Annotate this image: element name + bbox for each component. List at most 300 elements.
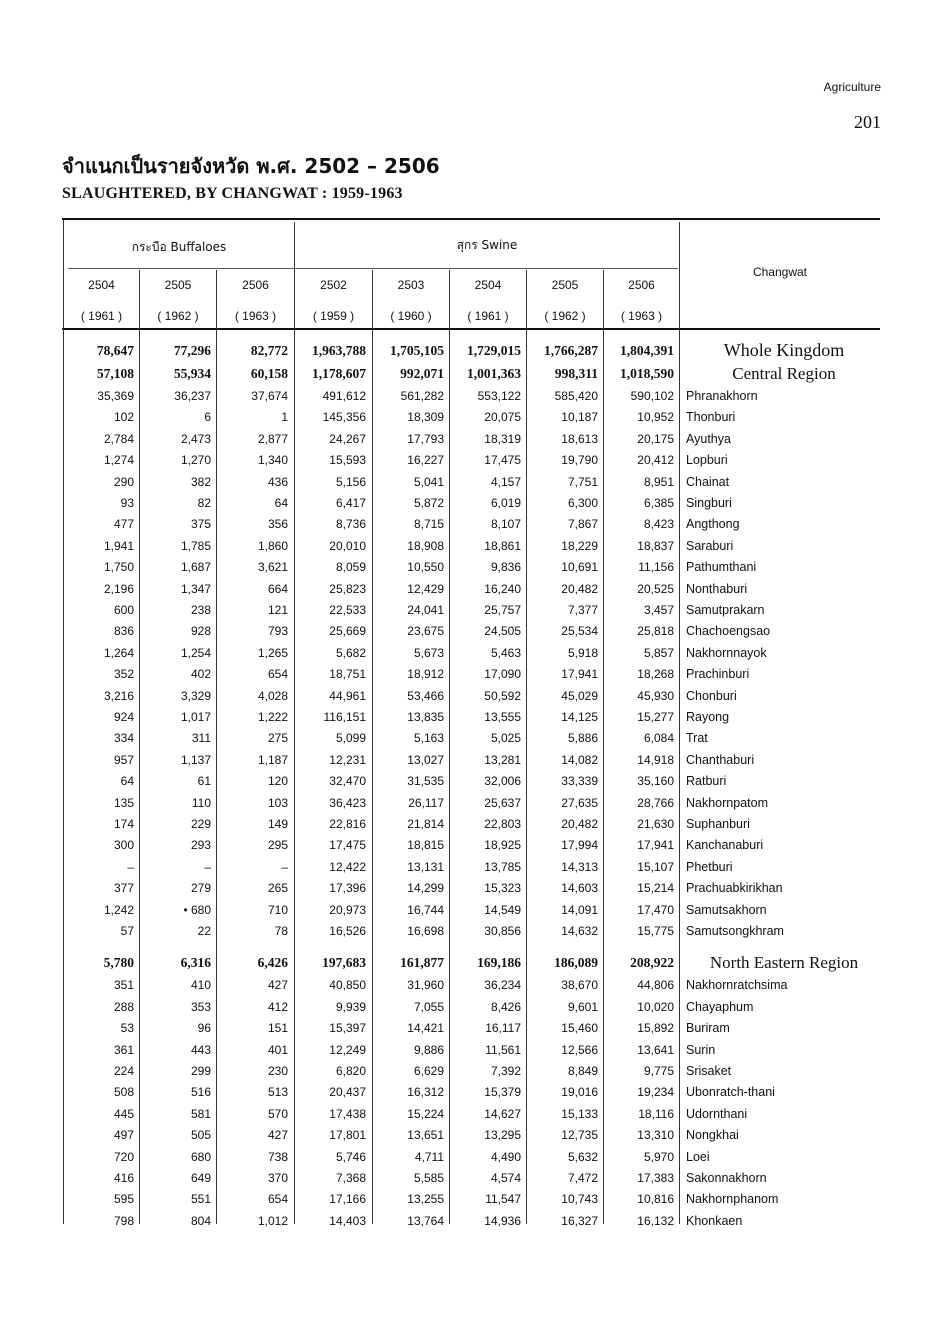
table-cell: 169,186: [477, 955, 521, 971]
table-cell: 410: [190, 978, 211, 993]
table-cell: 15,107: [637, 859, 674, 874]
table-cell: 14,603: [561, 881, 598, 896]
table-cell: 1,137: [180, 752, 211, 767]
changwat-name: Sakonnakhorn: [686, 1171, 767, 1185]
table-cell: 103: [267, 795, 288, 810]
table-cell: 208,922: [630, 955, 674, 971]
region-row: [62, 952, 882, 974]
table-cell: 38,670: [561, 978, 598, 993]
table-cell: 600: [113, 603, 134, 617]
table-cell: 14,125: [561, 710, 598, 724]
table-cell: 18,309: [407, 410, 444, 425]
changwat-name: Lopburi: [686, 453, 728, 468]
table-cell: 161,877: [400, 955, 444, 971]
table-row: [62, 450, 882, 472]
table-cell: 15,214: [637, 881, 674, 896]
table-cell: 10,020: [637, 999, 674, 1014]
changwat-name: Rayong: [686, 710, 730, 724]
table-row: [62, 997, 882, 1019]
table-cell: 19,016: [561, 1085, 598, 1100]
table-cell: 12,429: [407, 581, 444, 596]
changwat-name: Samutsongkhram: [686, 924, 784, 938]
table-row: [62, 1082, 882, 1104]
table-row: [62, 621, 882, 643]
table-cell: 20,437: [329, 1085, 366, 1100]
table-row: [62, 386, 882, 408]
changwat-name: North Eastern Region: [709, 953, 859, 973]
table-cell: 279: [190, 881, 211, 896]
table-row: [62, 600, 882, 622]
table-cell: 14,918: [637, 752, 674, 767]
table-cell: 412: [267, 999, 288, 1014]
table-cell: 6: [204, 410, 211, 425]
table-cell: 15,224: [407, 1106, 444, 1121]
table-cell: 18,751: [329, 667, 366, 682]
changwat-name: Chanthaburi: [686, 752, 755, 767]
table-cell: 275: [267, 731, 288, 746]
table-row: [62, 472, 882, 494]
table-cell: 14,936: [484, 1213, 521, 1228]
table-cell: 18,912: [407, 667, 444, 682]
table-cell: 14,421: [407, 1021, 444, 1036]
table-cell: 35,160: [637, 774, 674, 789]
table-cell: 10,187: [561, 410, 598, 425]
table-cell: 427: [267, 978, 288, 993]
table-cell: 5,041: [413, 474, 444, 489]
table-cell: 4,028: [257, 688, 288, 703]
changwat-name: Thonburi: [686, 410, 736, 425]
table-cell: 352: [113, 667, 134, 682]
table-cell: 561,282: [400, 389, 444, 403]
table-cell: 4,574: [490, 1171, 521, 1185]
table-cell: 22,803: [484, 817, 521, 831]
table-cell: 6,417: [335, 496, 366, 510]
table-cell: 17,994: [561, 838, 598, 853]
col-year-ad: ( 1961 ): [80, 309, 123, 323]
table-cell: 5,025: [490, 731, 521, 746]
table-cell: 1,274: [103, 453, 134, 468]
table-row: [62, 407, 882, 429]
table-cell: 10,550: [407, 560, 444, 575]
table-cell: 1,018,590: [620, 366, 674, 381]
table-cell: 18,319: [484, 431, 521, 446]
changwat-name: Udornthani: [686, 1106, 748, 1121]
table-cell: 121: [267, 603, 288, 617]
table-cell: –: [281, 859, 288, 874]
table-cell: 23,675: [407, 624, 444, 639]
table-cell: 1,804,391: [620, 343, 674, 358]
table-row: [62, 900, 882, 922]
table-cell: 17,801: [329, 1128, 366, 1143]
table-cell: 13,651: [407, 1128, 444, 1143]
changwat-name: Nakhornphanom: [686, 1192, 779, 1207]
table-cell: 720: [113, 1149, 134, 1164]
table-cell: 9,775: [643, 1064, 674, 1078]
table-cell: 553,122: [477, 389, 521, 403]
table-cell: 151: [267, 1021, 288, 1036]
table-cell: 361: [113, 1042, 134, 1057]
table-cell: 8,107: [490, 517, 521, 532]
table-cell: 96: [197, 1021, 211, 1036]
table-cell: 14,091: [561, 902, 598, 917]
table-cell: 230: [267, 1064, 288, 1078]
table-cell: 5,886: [567, 731, 598, 746]
changwat-name: Chainat: [686, 474, 730, 489]
table-cell: 20,412: [637, 453, 674, 468]
col-year-be: 2505: [551, 278, 579, 292]
col-year-ad: ( 1961 ): [467, 309, 509, 323]
table-cell: 13,785: [484, 859, 521, 874]
table-cell: 102: [113, 410, 134, 425]
table-cell: 33,339: [561, 774, 598, 789]
table-cell: 9,939: [335, 999, 366, 1014]
table-cell: 401: [267, 1042, 288, 1057]
table-cell: 7,472: [567, 1171, 598, 1185]
table-cell: 6,300: [567, 496, 598, 510]
table-cell: 15,133: [561, 1106, 598, 1121]
table-cell: 1,860: [257, 538, 288, 553]
table-cell: 16,526: [329, 924, 366, 938]
table-cell: 265: [267, 881, 288, 896]
table-cell: 14,632: [561, 924, 598, 938]
table-cell: 1,785: [180, 538, 211, 553]
table-row: [62, 429, 882, 451]
table-cell: 16,240: [484, 581, 521, 596]
table-row: [62, 975, 882, 997]
table-cell: 402: [190, 667, 211, 682]
table-cell: 28,766: [637, 795, 674, 810]
table-cell: 24,267: [329, 431, 366, 446]
table-cell: 8,715: [413, 517, 444, 532]
table-cell: 5,682: [335, 645, 366, 660]
table-cell: 7,751: [567, 474, 598, 489]
table-cell: 293: [190, 838, 211, 853]
table-cell: 1,012: [257, 1213, 288, 1228]
col-year-ad: ( 1962 ): [157, 309, 199, 323]
table-cell: 5,156: [335, 474, 366, 489]
table-row: [62, 1018, 882, 1040]
table-cell: 14,627: [484, 1106, 521, 1121]
table-cell: 17,941: [561, 667, 598, 682]
table-cell: 14,082: [561, 752, 598, 767]
table-cell: 45,029: [561, 688, 598, 703]
changwat-name: Samutsakhorn: [686, 902, 767, 917]
table-cell: 10,952: [637, 410, 674, 425]
table-cell: 15,593: [329, 453, 366, 468]
table-cell: 135: [113, 795, 134, 810]
table-row: [62, 878, 882, 900]
table-cell: 12,422: [329, 859, 366, 874]
col-year-ad: ( 1962 ): [544, 309, 586, 323]
table-cell: 1,750: [103, 560, 134, 575]
table-row: [62, 1189, 882, 1211]
table-cell: 35,369: [97, 389, 134, 403]
col-year-be: 2504: [474, 278, 502, 292]
col-year-ad: ( 1959 ): [312, 309, 355, 323]
table-row: [62, 921, 882, 943]
table-cell: 15,277: [637, 710, 674, 724]
table-cell: 15,775: [637, 924, 674, 938]
changwat-name: Ayuthya: [686, 431, 731, 446]
changwat-name: Srisaket: [686, 1064, 732, 1078]
table-cell: 793: [267, 624, 288, 639]
col-year-ad: ( 1963 ): [234, 309, 277, 323]
table-cell: 6,084: [643, 731, 674, 746]
changwat-name: Central Region: [732, 364, 836, 383]
table-cell: 4,711: [414, 1149, 444, 1164]
table-cell: 78,647: [96, 343, 134, 358]
table-cell: 25,669: [329, 624, 366, 639]
table-cell: 57,108: [96, 366, 134, 381]
section-label: Agriculture: [823, 80, 881, 94]
table-cell: 20,175: [637, 431, 674, 446]
table-cell: 6,426: [257, 955, 288, 971]
table-cell: 1,963,788: [312, 343, 366, 358]
changwat-name: Nakhornpatom: [686, 795, 768, 810]
table-cell: 416: [113, 1171, 134, 1185]
table-cell: 377: [113, 881, 134, 896]
table-cell: 60,158: [250, 366, 288, 381]
table-row: [62, 1147, 882, 1169]
table-cell: 16,227: [407, 453, 444, 468]
table-cell: • 680: [183, 902, 211, 917]
table-cell: 6,385: [643, 496, 674, 510]
table-cell: 8,736: [335, 517, 366, 532]
table-cell: 61: [197, 774, 211, 789]
table-cell: 1,264: [103, 645, 134, 660]
table-cell: 1,270: [180, 453, 211, 468]
table-cell: 654: [267, 667, 288, 682]
table-cell: 2,877: [257, 431, 288, 446]
table-cell: 36,234: [484, 978, 521, 993]
col-year-be: 2505: [164, 278, 192, 292]
table-cell: 20,973: [329, 902, 366, 917]
changwat-name: Ratburi: [686, 774, 727, 789]
table-cell: 25,637: [484, 795, 521, 810]
table-cell: 20,010: [329, 538, 366, 553]
table-row: [62, 1211, 882, 1233]
table-cell: 12,566: [561, 1042, 598, 1057]
table-cell: 10,743: [561, 1192, 598, 1207]
col-year-ad: ( 1963 ): [620, 309, 663, 323]
col-year-be: 2503: [397, 278, 425, 292]
table-cell: 93: [120, 496, 134, 510]
table-cell: 2,196: [103, 581, 134, 596]
table-cell: 18,613: [561, 431, 598, 446]
table-cell: 8,426: [490, 999, 521, 1014]
changwat-name: Saraburi: [686, 538, 734, 553]
table-row: [62, 686, 882, 708]
table-cell: 31,535: [407, 774, 444, 789]
table-cell: 14,549: [484, 902, 521, 917]
changwat-name: Prachinburi: [686, 667, 750, 682]
total-row: [62, 340, 882, 362]
table-cell: 356: [267, 517, 288, 532]
table-cell: 1,705,105: [390, 343, 444, 358]
table-cell: 24,505: [484, 624, 521, 639]
table-cell: 82,772: [250, 343, 288, 358]
table-cell: 551: [190, 1192, 211, 1207]
table-cell: 238: [190, 603, 211, 617]
table-cell: 40,850: [329, 978, 366, 993]
table-row: [62, 664, 882, 686]
table-cell: 1,222: [257, 710, 288, 724]
table-row: [62, 1168, 882, 1190]
table-cell: 229: [190, 817, 211, 831]
table-cell: 738: [267, 1149, 288, 1164]
table-cell: 8,059: [335, 560, 366, 575]
table-cell: 20,482: [561, 581, 598, 596]
table-cell: 290: [113, 474, 134, 489]
table-row: [62, 1061, 882, 1083]
changwat-name: Phranakhorn: [686, 389, 758, 403]
table-cell: 145,356: [322, 410, 366, 425]
changwat-name: Prachuabkirikhan: [686, 881, 783, 896]
changwat-name: Chachoengsao: [686, 624, 771, 639]
changwat-name: Trat: [686, 731, 708, 746]
table-cell: 585,420: [554, 389, 598, 403]
table-cell: 654: [267, 1192, 288, 1207]
table-cell: 9,601: [567, 999, 598, 1014]
table-cell: 18,837: [637, 538, 674, 553]
table-row: [62, 493, 882, 515]
changwat-name: Khonkaen: [686, 1213, 743, 1228]
table-cell: 3,329: [180, 688, 211, 703]
table-cell: 21,630: [637, 817, 674, 831]
title-english: SLAUGHTERED, BY CHANGWAT : 1959-1963: [62, 185, 403, 202]
table-cell: 3,216: [103, 688, 134, 703]
table-cell: 25,757: [484, 603, 521, 617]
table-cell: 17,396: [329, 881, 366, 896]
changwat-name: Surin: [686, 1042, 716, 1057]
table-cell: 14,313: [561, 859, 598, 874]
table-cell: 18,116: [638, 1106, 674, 1121]
table-cell: 64: [274, 496, 288, 510]
table-row: [62, 814, 882, 836]
region-row: [62, 363, 882, 385]
table-cell: 6,316: [180, 955, 211, 971]
table-cell: 288: [113, 999, 134, 1014]
table-cell: 11,547: [485, 1192, 521, 1207]
table-cell: 1,766,287: [544, 343, 598, 358]
table-cell: 25,534: [561, 624, 598, 639]
table-cell: 26,117: [408, 795, 444, 810]
col-year-be: 2506: [242, 278, 269, 292]
header-bottom-rule: [62, 328, 880, 330]
table-top-rule: [62, 218, 880, 220]
table-cell: 11,156: [638, 560, 674, 575]
table-cell: 351: [113, 978, 134, 993]
table-cell: 590,102: [630, 389, 674, 403]
table-cell: 20,075: [484, 410, 521, 425]
changwat-header: Changwat: [752, 265, 808, 279]
table-cell: 1,265: [257, 645, 288, 660]
table-cell: 998,311: [554, 366, 598, 381]
table-cell: 78: [274, 924, 288, 938]
table-cell: 7,377: [567, 603, 598, 617]
table-cell: 55,934: [173, 366, 211, 381]
table-cell: 2,784: [103, 431, 134, 446]
table-cell: 197,683: [322, 955, 366, 971]
table-cell: 16,132: [637, 1213, 674, 1228]
table-cell: 77,296: [173, 343, 211, 358]
table-cell: 516: [190, 1085, 211, 1100]
table-cell: 6,019: [490, 496, 521, 510]
table-cell: 21,814: [407, 817, 444, 831]
table-cell: 53: [120, 1021, 134, 1036]
table-row: [62, 1040, 882, 1062]
table-cell: 570: [267, 1106, 288, 1121]
table-cell: 311: [191, 731, 211, 746]
table-cell: 5,857: [643, 645, 674, 660]
table-cell: 17,793: [407, 431, 444, 446]
table-cell: 836: [113, 624, 134, 639]
changwat-name: Nonthaburi: [686, 581, 748, 596]
table-cell: 18,861: [484, 538, 521, 553]
table-cell: 17,475: [484, 453, 521, 468]
page-number: 201: [854, 112, 881, 132]
group-header-rule: [68, 268, 678, 269]
table-cell: 12,735: [561, 1128, 598, 1143]
table-cell: 44,961: [329, 688, 366, 703]
table-cell: 664: [267, 581, 288, 596]
table-cell: 224: [113, 1064, 134, 1078]
table-cell: 15,397: [329, 1021, 366, 1036]
table-cell: 957: [113, 752, 134, 767]
changwat-name: Ubonratch-thani: [686, 1085, 775, 1100]
table-cell: 9,836: [490, 560, 521, 575]
table-cell: 13,641: [637, 1042, 674, 1057]
table-cell: 1,340: [257, 453, 288, 468]
table-cell: 300: [113, 838, 134, 853]
table-cell: 680: [190, 1149, 211, 1164]
table-cell: 13,255: [407, 1192, 444, 1207]
table-cell: 16,327: [561, 1213, 598, 1228]
table-cell: 110: [191, 795, 211, 810]
table-cell: 22,816: [329, 817, 366, 831]
table-row: [62, 857, 882, 879]
table-cell: 116,151: [323, 710, 366, 724]
table-row: [62, 728, 882, 750]
table-cell: 1,017: [180, 710, 211, 724]
table-cell: 64: [120, 774, 134, 789]
table-cell: 19,790: [561, 453, 598, 468]
changwat-name: Chayaphum: [686, 999, 754, 1014]
table-cell: 120: [267, 774, 288, 789]
changwat-name: Singburi: [686, 496, 732, 510]
changwat-name: Nakhornnayok: [686, 645, 767, 660]
table-cell: 13,131: [407, 859, 444, 874]
table-cell: 5,632: [567, 1149, 598, 1164]
table-cell: 15,892: [637, 1021, 674, 1036]
col-year-ad: ( 1960 ): [390, 309, 432, 323]
table-cell: 17,470: [637, 902, 674, 917]
table-cell: 992,071: [400, 366, 444, 381]
table-cell: 45,930: [637, 688, 674, 703]
table-cell: 1,729,015: [467, 343, 521, 358]
table-cell: 17,475: [329, 838, 366, 853]
table-cell: 5,970: [643, 1149, 674, 1164]
table-cell: 186,089: [554, 955, 598, 971]
table-cell: 9,886: [413, 1042, 444, 1057]
table-cell: 5,163: [413, 731, 444, 746]
table-cell: 798: [113, 1213, 134, 1228]
changwat-name: Kanchanaburi: [686, 838, 764, 853]
table-cell: 1,254: [180, 645, 211, 660]
table-cell: 19,234: [637, 1085, 674, 1100]
table-cell: 710: [267, 902, 288, 917]
group-header-buffaloes: กระบือ Buffaloes: [131, 240, 227, 254]
